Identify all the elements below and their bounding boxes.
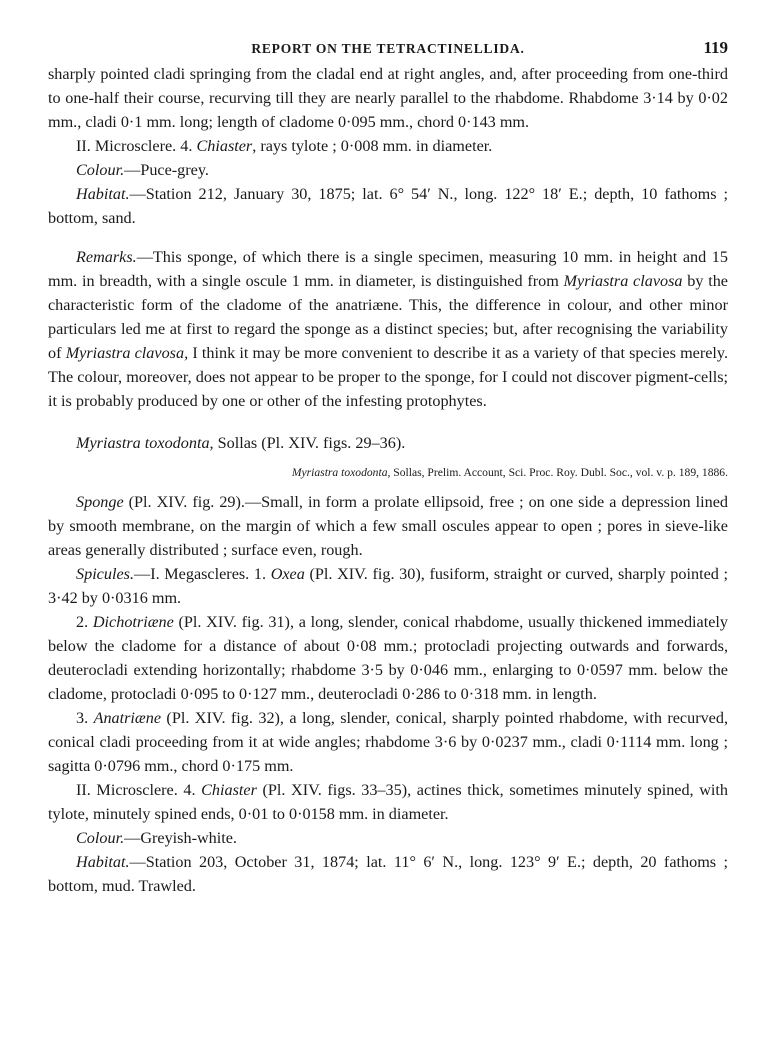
paragraph-continued: sharply pointed cladi springing from the cladal end at right angles, and, after proceeding from one-third to one-half their course, recurving till they are nearly parallel to the rhabdome. Rhabdome 3·14 by 0·02 mm., cladi 0·1 mm. long; length of cladome 0·095 mm., chord 0·143 mm.: [48, 65, 728, 131]
section-gap: [48, 413, 728, 431]
running-title: REPORT ON THE TETRACTINELLIDA.: [251, 41, 525, 56]
paragraph-microsclere: II. Microsclere. 4. Chiaster, rays tylote ; 0·008 mm. in diameter.: [76, 137, 493, 155]
paragraph-habitat-2: Habitat.—Station 203, October 31, 1874; lat. 11° 6′ N., long. 123° 9′ E.; depth, 20 fathoms ; bottom, mud. Trawled.: [48, 853, 728, 895]
paragraph-remarks: Remarks.—This sponge, of which there is a single specimen, measuring 10 mm. in height and 15 mm. in breadth, with a single oscule 1 mm. in diameter, is distinguished from Myriastra clavosa by the characteristic form of the cladome of the anatriæne. This, the difference in colour, and other minor particulars led me at first to regard the sponge as a distinct species; but, after recognising the variability of Myriastra clavosa, I think it may be more convenient to describe it as a variety of that species merely. The colour, moreover, does not appear to be proper to the sponge, for I could not discover pigment-cells; it is probably produced by one or other of the infesting protophytes.: [48, 248, 729, 410]
paragraph-colour: Colour.—Puce-grey.: [76, 161, 209, 179]
section-gap: [48, 230, 728, 245]
species-heading: Myriastra toxodonta, Sollas (Pl. XIV. figs. 29–36).: [76, 434, 406, 452]
paragraph-sponge: Sponge (Pl. XIV. fig. 29).—Small, in form a prolate ellipsoid, free ; on one side a depression lined by smooth membrane, on the margin of which a few small oscules appear to open ; pores in sieve-like areas generally distributed ; surface even, rough.: [48, 493, 728, 559]
species-reference: Myriastra toxodonta, Sollas, Prelim. Account, Sci. Proc. Roy. Dubl. Soc., vol. v. p. 189, 1886.: [291, 466, 728, 479]
page-number: 119: [703, 38, 728, 57]
page: [48, 38, 728, 898]
page-body: [48, 62, 728, 898]
paragraph-chiaster: II. Microsclere. 4. Chiaster (Pl. XIV. figs. 33–35), actines thick, sometimes minutely spined, with tylote, minutely spined ends, 0·01 to 0·0158 mm. in diameter.: [48, 781, 728, 823]
paragraph-spicules: Spicules.—I. Megascleres. 1. Oxea (Pl. XIV. fig. 30), fusiform, straight or curved, sharply pointed ; 3·42 by 0·0316 mm.: [48, 565, 728, 607]
paragraph-colour-2: Colour.—Greyish-white.: [76, 829, 237, 847]
paragraph-dichotriaene: 2. Dichotriæne (Pl. XIV. fig. 31), a long, slender, conical rhabdome, usually thickened immediately below the cladome for a distance of about 0·08 mm.; protocladi projecting outwards and forwards, deuterocladi extending horizontally; rhabdome 3·5 by 0·046 mm., enlarging to 0·0597 mm. below the cladome, protocladi 0·095 to 0·127 mm., deuterocladi 0·286 to 0·318 mm. in length.: [48, 613, 728, 703]
running-header: [48, 38, 728, 62]
paragraph-anatriaene: 3. Anatriæne (Pl. XIV. fig. 32), a long, slender, conical, sharply pointed rhabdome, with recurved, conical cladi proceeding from it at wide angles; rhabdome 3·6 by 0·0237 mm., cladi 0·1114 mm. long ; sagitta 0·0796 mm., chord 0·175 mm.: [48, 709, 729, 775]
paragraph-habitat: Habitat.—Station 212, January 30, 1875; lat. 6° 54′ N., long. 122° 18′ E.; depth, 10 fathoms ; bottom, sand.: [48, 185, 728, 227]
